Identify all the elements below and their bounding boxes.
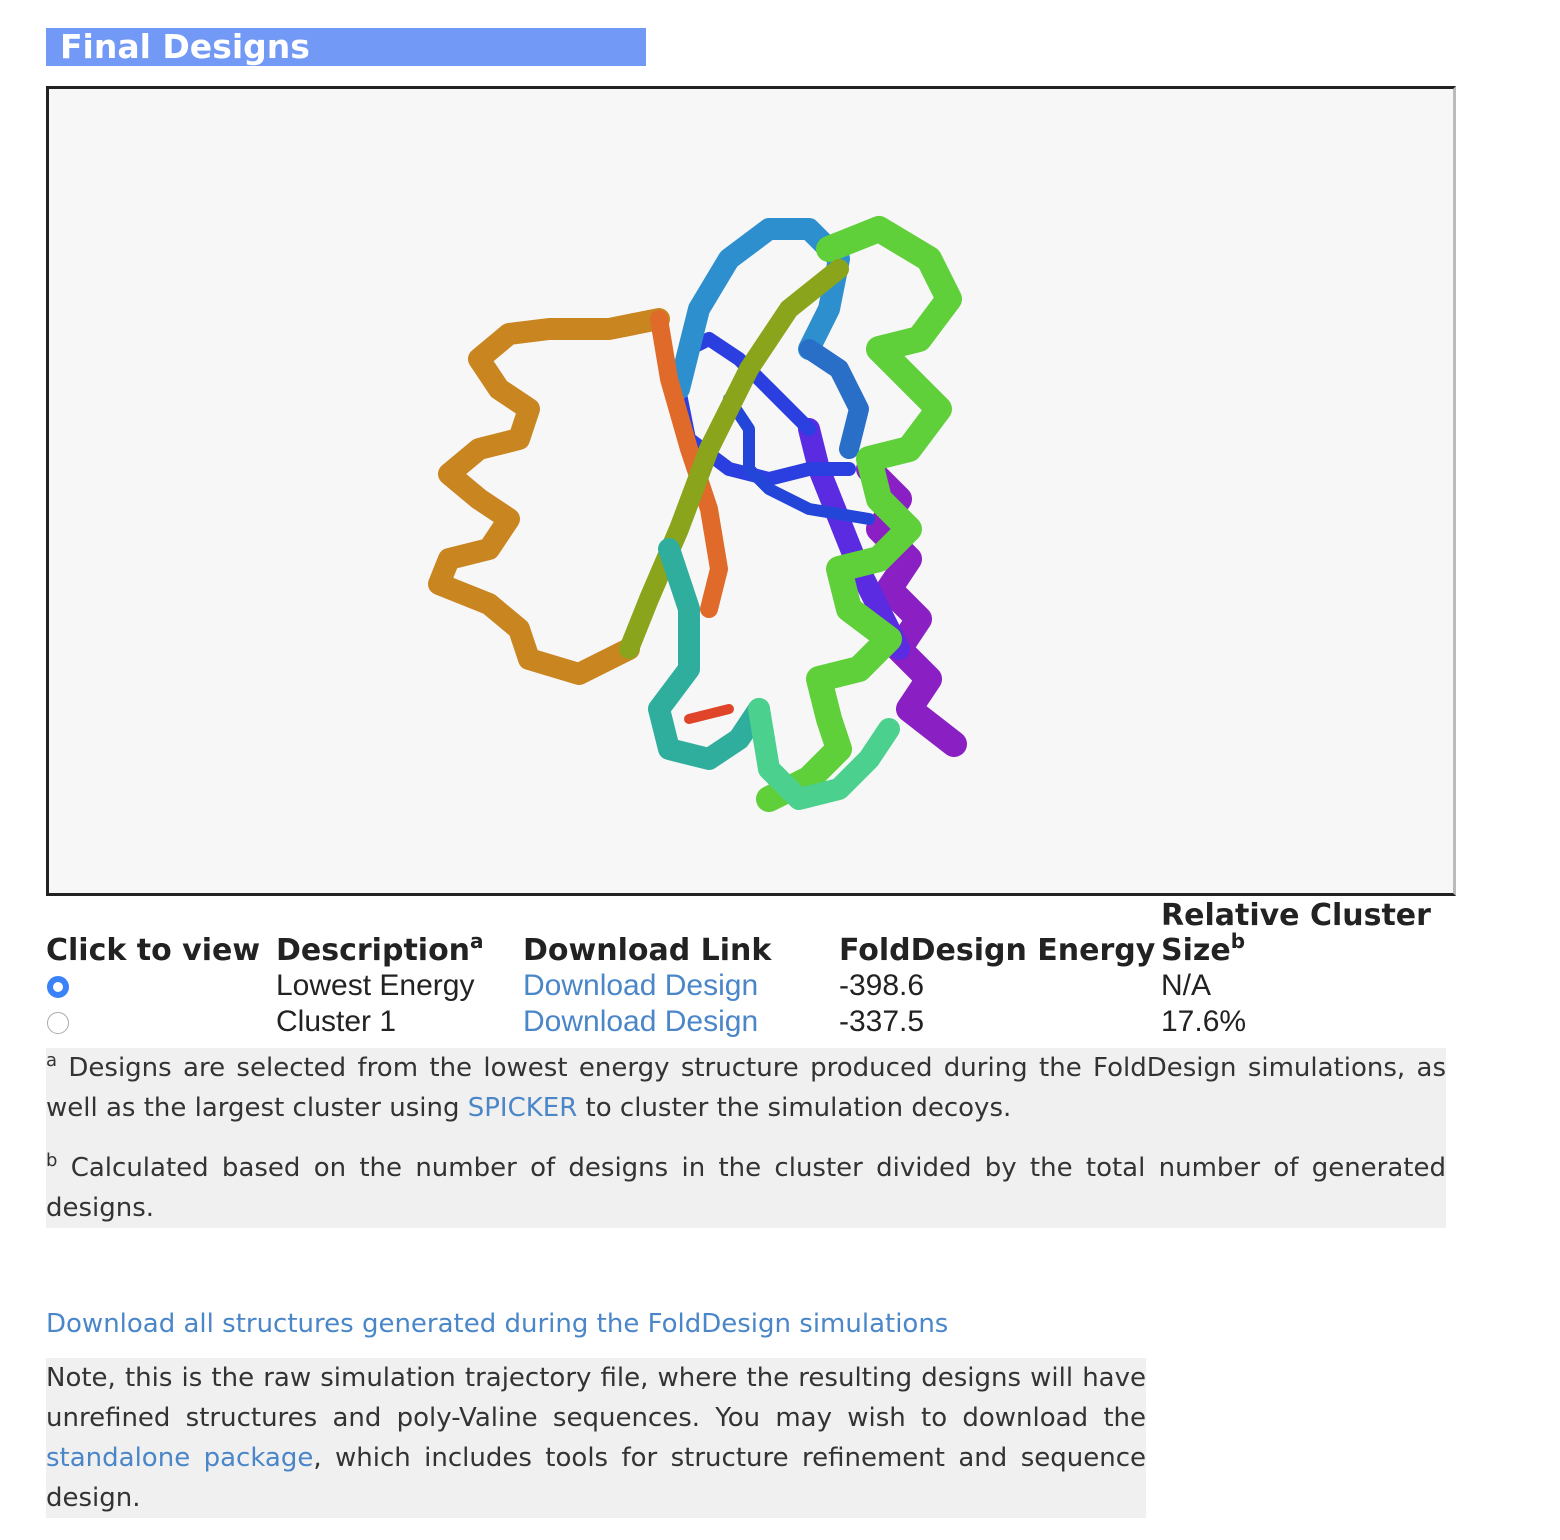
download-all-structures-link[interactable]: Download all structures generated during the FoldDesign simulations: [46, 1309, 949, 1339]
view-radio-cluster-1[interactable]: [47, 1012, 69, 1034]
footnote-b: [46, 1148, 1446, 1228]
energy-cell: -337.5: [839, 1005, 925, 1038]
footnote-marker-a: a: [470, 929, 484, 953]
description-cell: Cluster 1: [276, 1005, 397, 1038]
footnote-b-marker: b: [46, 1150, 58, 1171]
footnote-a: [46, 1048, 1446, 1128]
download-cell: [523, 1004, 839, 1040]
description-cell: Lowest Energy: [276, 969, 475, 1002]
header-description: [276, 898, 523, 968]
trajectory-note: [46, 1358, 1146, 1518]
structure-viewer[interactable]: [46, 86, 1456, 896]
note-text: Note, this is the raw simulation trajectory file, where the resulting designs will have unrefined structures and poly-Valine sequences. You may wish to download the: [46, 1363, 1146, 1433]
header-click-to-view: Click to view: [46, 933, 261, 968]
protein-ribbon-render: [49, 89, 1453, 893]
footnote-a-marker: a: [46, 1050, 58, 1071]
view-radio-cell: [46, 968, 276, 1004]
designs-table: [46, 898, 1501, 1040]
table-row: [46, 1004, 1501, 1040]
download-all-row: [46, 1304, 948, 1344]
footnote-b-text: Calculated based on the number of designs in the cluster divided by the total number of generated designs.: [46, 1153, 1446, 1223]
footnote-marker-b: b: [1230, 929, 1246, 953]
header-cluster-size-label: Relative Cluster Size: [1161, 898, 1431, 968]
footnote-a-text-end: to cluster the simulation decoys.: [577, 1093, 1012, 1123]
table-header-row: [46, 898, 1501, 968]
cluster-size-cell: N/A: [1161, 969, 1212, 1002]
header-energy: FoldDesign Energy: [839, 933, 1156, 968]
cluster-size-cell: 17.6%: [1161, 1005, 1247, 1038]
header-description-label: Description: [276, 933, 471, 968]
section-title: Final Designs: [46, 28, 646, 66]
header-cluster-size: [1161, 898, 1501, 968]
standalone-package-link[interactable]: standalone package: [46, 1443, 314, 1473]
note-text-end: , which includes tools for structure refinement and sequence design.: [46, 1443, 1146, 1513]
download-design-link[interactable]: Download Design: [523, 969, 759, 1002]
header-download-link: Download Link: [523, 933, 772, 968]
table-row: [46, 968, 1501, 1004]
footnotes-box: [46, 1048, 1446, 1228]
trajectory-note-text: [46, 1358, 1146, 1518]
energy-cell: -398.6: [839, 969, 925, 1002]
view-radio-lowest-energy[interactable]: [47, 976, 69, 998]
spicker-link[interactable]: SPICKER: [467, 1093, 578, 1123]
footnote-a-text: Designs are selected from the lowest energy structure produced during the FoldDesign simulations, as well as the largest cluster using: [46, 1053, 1446, 1123]
view-radio-cell: [46, 1004, 276, 1040]
download-design-link[interactable]: Download Design: [523, 1005, 759, 1038]
download-cell: [523, 968, 839, 1004]
